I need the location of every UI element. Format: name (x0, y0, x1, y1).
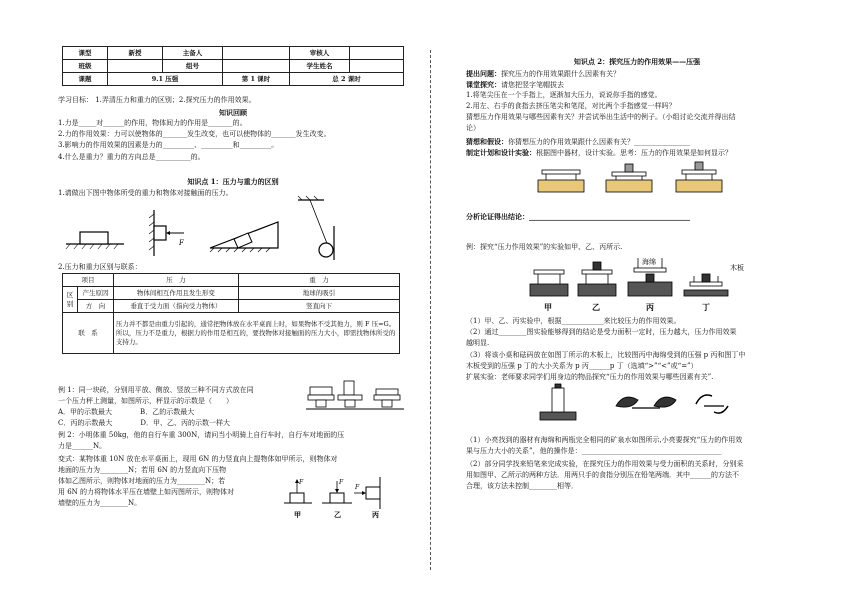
kp2-line: 猜想和假设：你猜想压力的作用效果跟什么因素有关？________________ (466, 137, 690, 146)
example1-option: A．甲的示数最大 B．乙的示数最大 (58, 408, 195, 416)
variant-line: 地面的压力为________N；若用 6N 的力竖直向下压物 (58, 466, 227, 474)
cell-reviewer (350, 47, 404, 60)
review-item: 4.什么是重力？重力的方向总是__________的。 (58, 153, 205, 161)
variant-line: 体如乙图所示，则物体对地面的压力为________N；若 (58, 477, 226, 485)
exp-fig-jia (530, 270, 568, 312)
svg-text:F: F (339, 479, 344, 486)
fig-label-yi: 乙 (334, 510, 341, 519)
review-item: 1.力是_____对______的作用，物体间力的作用是_______的。 (58, 119, 247, 127)
hanging-ball-figure (298, 196, 334, 260)
sponge-label: 海绵 (642, 258, 656, 266)
compare-head-item: 项目 (63, 274, 114, 287)
variant-line: 墙壁的压力为________N。 (58, 499, 142, 507)
exp-label-ding: 丁 (702, 302, 710, 312)
variant-fig-yi (322, 479, 352, 519)
page-divider (430, 50, 431, 570)
fig-label-jia: 甲 (294, 510, 301, 519)
cell-preparer-label: 主备人 (163, 47, 223, 60)
exp-fig-bing (628, 257, 672, 312)
example1-line: 例 1：同一块砖，分别用平放、侧放、竖放三种不同方式放在同 (58, 386, 254, 394)
final-question: （2）部分同学找来铅笔来完成实验，在探究压力的作用效果与受力面积的关系时，分别采 (466, 460, 744, 468)
kp2-question: （2）通过________图实验能够得到的结论是受力面积一定时，压力越大，压力作用效果 (466, 328, 737, 336)
kp2-line: 课堂探究：请您把竖字笔帽拔去 (466, 80, 564, 89)
block-on-floor-figure (66, 232, 124, 249)
cell-class-label: 班级 (63, 60, 108, 73)
kp2-question: 木板受到的压强 p 丁的大小关系为 p 丙______p 丁（选填“>”“<”或“=”） (466, 362, 698, 370)
sponge-experiment-figure (530, 254, 760, 316)
variant-line: 变式：某物体重 10N 放在水平桌面上，现用 6N 的力竖直向上提物体如甲所示，则物体对 (58, 455, 338, 463)
variant-line: 用 6N 的力将物体水平压在墙壁上如丙图所示，则物体对 (58, 488, 235, 496)
review-title: 知识回顾 (219, 108, 247, 117)
exp-fig-ding (684, 263, 744, 312)
kp2-example: 例：探究“压力作用效果”的实验如甲、乙、丙所示. (466, 243, 623, 251)
relation-label: 联 系 (63, 313, 114, 354)
kp2-question: （1）甲、乙、丙实验中，根据____________来比较压力的作用效果。 (466, 317, 681, 325)
block-on-incline-figure (210, 222, 278, 252)
final-question: 果与压力大小的关系”，他的操作是：________________________________________ (466, 447, 722, 455)
fig-label-bing: 丙 (372, 510, 379, 519)
kp2-question: 扩展实验：老师要求同学们用身边的物品探究“压力的作用效果与哪些因素有关”. (466, 373, 714, 381)
exp-fig-yi (578, 262, 616, 312)
header-table (62, 46, 404, 86)
kp2-line: 论） (466, 124, 480, 132)
compare-cell: 地球的吸引 (238, 287, 399, 300)
final-question: 合理，该方法未控制________相等． (466, 482, 578, 490)
example2-line: 力是______N。 (58, 442, 107, 450)
kp2-line: 1.将笔尖压在一个手指上，逐渐加大压力，说说你手指的感觉。 (466, 91, 662, 99)
sponge-setup-figure (536, 160, 736, 200)
cell-student (350, 60, 404, 73)
cell-preparer (223, 47, 290, 60)
example1-option: C．丙的示数最大 D．甲、乙、丙的示数一样大 (58, 419, 230, 427)
kp2-title: 知识点 2：探究压力的作用效果——压强 (573, 57, 701, 66)
review-item: 2.力的作用效果：力可以使物体的_______发生改变，也可以使物体的_______发生改变。 (58, 130, 331, 138)
svg-text:F: F (299, 479, 304, 486)
variant-fig-bing (354, 477, 380, 519)
cell-total-periods: 总 2 课时 (290, 73, 404, 86)
kp2-question: （3）将该小桌和砝码放在如图丁所示的木板上，比较图丙中海绵受到的压强 p 丙和图丁中 (466, 351, 746, 359)
exp-label-yi: 乙 (592, 302, 600, 312)
cell-group-label: 组号 (163, 60, 223, 73)
block-on-wall-figure (149, 210, 185, 256)
compare-cell: 垂直于受力面（指向受力物体） (113, 300, 238, 313)
kp1-q1: 1.请做出下图中物体所受的重力和物体对接触面的压力。 (58, 189, 233, 197)
brick-scale-figure (306, 375, 406, 411)
kp2-line: 2.用左、右手的食指去挤压笔尖和笔尾，对比两个手指感觉一样吗？ (466, 102, 676, 110)
final-question: 用如图甲、乙所示的两种方法．用两只手的食指分别压在铅笔两端．其中______的方法不 (466, 471, 739, 479)
cell-class (108, 60, 163, 73)
compare-side-label: 区别 (63, 287, 78, 313)
compare-head-gravity: 重 力 (238, 274, 399, 287)
cell-lesson-type: 新授 (108, 47, 163, 60)
compare-cell: 物体间相互作用且发生形变 (113, 287, 238, 300)
kp2-line: 制定计划和设计实验：根据图中器材，设计实验。思考：压力的作用效果是如何显示？ (466, 148, 732, 157)
analysis-label: 分析论证得出结论：______________________________________________ (466, 212, 690, 221)
compare-table (62, 273, 400, 354)
review-item: 3.影响力的作用效果的因素是力的_________、_________和_________。 (58, 141, 279, 149)
force-figures (62, 196, 404, 262)
learning-goal: 学习目标： 1.弄清压力和重力的区别；2.探究压力的作用效果。 (58, 96, 256, 104)
kp1-title: 知识点 1：压力与重力的区别 (187, 177, 279, 186)
force-label-f: F (179, 239, 184, 247)
kp1-q2: 2.压力和重力区别与联系： (58, 263, 142, 271)
kp2-question: 越明显. (466, 339, 490, 347)
compare-row-label: 方 向 (78, 300, 114, 313)
kp2-line: 猜想压力作用效果与哪些因素有关？并尝试举出生活中的例子。（小组讨论交流并得出结 (466, 113, 736, 121)
example1-line: 一个压力秤上测量，如图所示，秤显示的示数是（ ） (58, 397, 233, 405)
board-label: 木板 (730, 264, 744, 272)
variant-fig-jia (284, 479, 312, 519)
relation-text: 压力并不都是由重力引起的，通常把物体放在水平桌面上时，如果物体不受其他力，则 F 压=G。所以，压力不是重力，根据力的作用是相互的，要找物体对接触面的压力大小，即需找物体所受的支持力。 (113, 313, 399, 354)
compare-cell: 竖直向下 (238, 300, 399, 313)
cell-student-label: 学生姓名 (290, 60, 350, 73)
exp-label-jia: 甲 (544, 302, 552, 312)
final-question: （1）小亮找到的器材有海绵和两瓶完全相同的矿泉水如图所示,小亮要探究“压力的作用效 (466, 436, 743, 444)
compare-row-label: 产生原因 (78, 287, 114, 300)
cell-lesson-type-label: 课型 (63, 47, 108, 60)
bottle-and-pencil-figure (536, 384, 736, 430)
variant-figures (284, 475, 404, 521)
cell-group (223, 60, 290, 73)
cell-topic: 9.1 压强 (108, 73, 223, 86)
exp-label-bing: 丙 (646, 302, 654, 312)
compare-head-pressure: 压 力 (113, 274, 238, 287)
example2-line: 例 2：小明体重 50kg，他的自行车重 300N，请问当小明骑上自行车时，自行车对地面的压 (58, 431, 345, 439)
cell-period: 第 1 课时 (223, 73, 290, 86)
kp2-line: 提出问题：探究压力的作用效果跟什么因素有关？ (466, 69, 620, 78)
cell-topic-label: 课题 (63, 73, 108, 86)
svg-text:F: F (355, 484, 360, 491)
cell-reviewer-label: 审核人 (290, 47, 350, 60)
